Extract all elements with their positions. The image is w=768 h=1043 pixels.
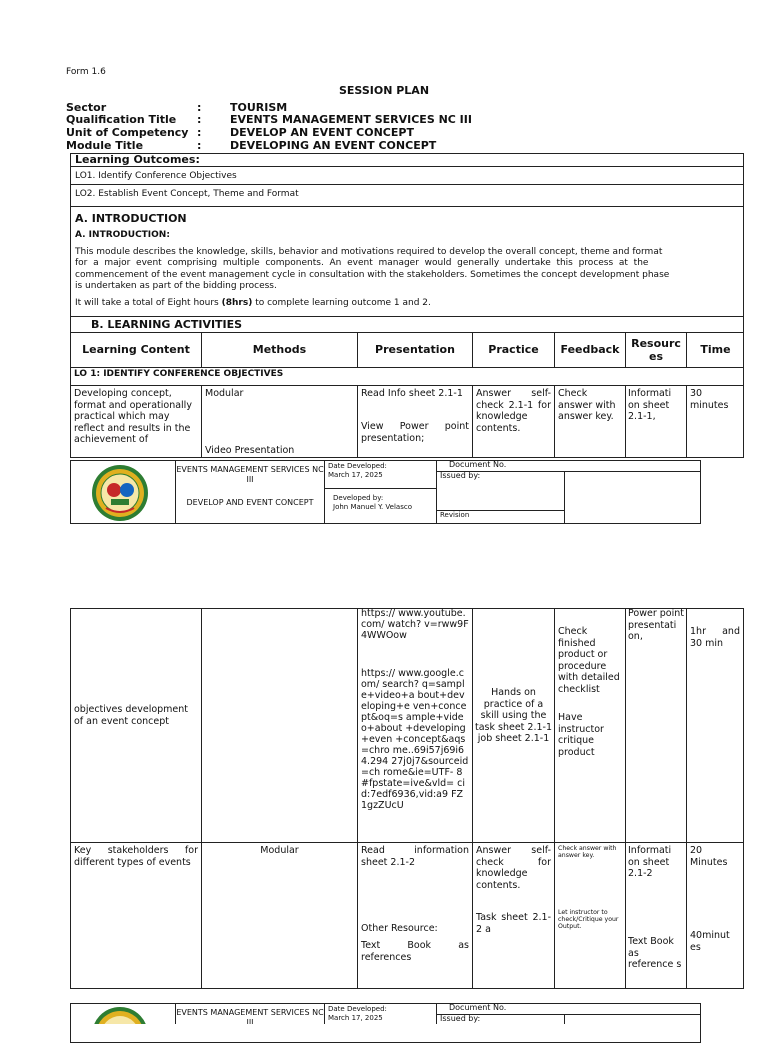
cell-presentation: Read Info sheet 2.1-1 xyxy=(361,388,463,399)
cell-feedback: Have instructor critique product xyxy=(558,712,604,758)
col-resources: Resourc es xyxy=(631,337,681,363)
cell-practice: Answer self-check 2.1-1 for knowledge contents. xyxy=(476,388,551,434)
cell-resources: Text Book as reference s xyxy=(628,936,682,970)
cell-method: Modular xyxy=(260,845,299,856)
cell-time: 30 minutes xyxy=(690,388,729,411)
learning-outcomes-heading: Learning Outcomes: xyxy=(75,153,200,166)
unit-value: DEVELOP AN EVENT CONCEPT xyxy=(230,126,414,139)
lo2-text: LO2. Establish Event Concept, Theme and Format xyxy=(75,189,299,199)
cell-feedback: Check finished product or procedure with detailed checklist xyxy=(558,626,620,695)
col-learning-content: Learning Content xyxy=(82,343,190,356)
intro-line: is undertaken as part of the bidding process. xyxy=(75,280,277,291)
footer-unit: DEVELOP AND EVENT CONCEPT xyxy=(186,498,314,507)
qualification-value: EVENTS MANAGEMENT SERVICES NC III xyxy=(230,113,472,126)
footer-revision: Revision xyxy=(440,511,470,519)
lo1-row-label: LO 1: IDENTIFY CONFERENCE OBJECTIVES xyxy=(74,369,284,379)
footer-date-label: Date Developed: xyxy=(328,462,387,470)
cell-content: objectives development of an event concept xyxy=(74,704,189,727)
footer-developer-value: John Manuel Y. Velasco xyxy=(333,503,412,511)
footer-document-no: Document No. xyxy=(449,1003,507,1012)
video-link[interactable]: https:// www.youtube.com/ watch? v=rww9F4WWOow xyxy=(361,608,469,641)
footer-issued-by: Issued by: xyxy=(440,1014,481,1023)
col-methods: Methods xyxy=(252,343,307,356)
hours-pre: It will take a total of Eight hours xyxy=(75,298,222,308)
cell-practice: Answer self-check for knowledge contents. xyxy=(476,845,551,891)
cell-method: Modular xyxy=(205,388,244,399)
search-link[interactable]: https:// www.google.com/ search? q=sample+video+a bout+developing+e ven+concept&oq=s ample+video+about +developing+even +concept&aqs=chro me..69i57j69i64.294 27j0j7&sourceid=ch rome&ie=UTF- 8#fpstate=ive&vld= cid:7edf6936,vid:a9 FZ1gzZUcU xyxy=(361,668,469,811)
cell-time: 20 Minutes xyxy=(690,845,728,868)
footer-date-label: Date Developed: xyxy=(328,1005,387,1013)
introduction-heading: A. INTRODUCTION xyxy=(75,212,187,225)
cell-resources: Power point presentati on, xyxy=(628,608,684,642)
footer-date-value: March 17, 2025 xyxy=(328,1014,383,1022)
cell-presentation: Text Book as references xyxy=(361,940,469,963)
lo1-text: LO1. Identify Conference Objectives xyxy=(75,171,237,181)
hours-post: to complete learning outcome 1 and 2. xyxy=(252,298,431,308)
cell-resources: Informati on sheet 2.1-2 xyxy=(628,845,672,879)
cell-content: Developing concept, format and operationally practical which may reflect and results in the achievement of xyxy=(74,388,192,445)
module-value: DEVELOPING AN EVENT CONCEPT xyxy=(230,139,437,152)
footer-issued-by: Issued by: xyxy=(440,471,481,480)
cell-feedback: Check answer with answer key. xyxy=(558,845,617,860)
cell-method: Video Presentation xyxy=(205,445,295,456)
cell-presentation: Other Resource: xyxy=(361,923,438,934)
col-presentation: Presentation xyxy=(375,343,455,356)
unit-label: Unit of Competency xyxy=(66,126,189,139)
cell-resources: Informati on sheet 2.1-1, xyxy=(628,388,672,422)
module-label: Module Title xyxy=(66,139,144,152)
colon: : xyxy=(197,101,202,114)
college-seal-icon xyxy=(91,464,149,522)
footer-qualification: EVENTS MANAGEMENT SERVICES NC III xyxy=(176,1008,324,1024)
introduction-paragraph xyxy=(75,247,740,292)
footer-developer-label: Developed by: xyxy=(333,494,384,502)
footer-document-no: Document No. xyxy=(449,460,507,469)
col-practice: Practice xyxy=(488,343,539,356)
hours-bold: (8hrs) xyxy=(221,298,253,308)
intro-line: This module describes the knowledge, skills, behavior and motivations required to develop the overall concept, theme and format xyxy=(75,247,663,257)
sector-label: Sector xyxy=(66,101,107,114)
cell-time: 40minut es xyxy=(690,930,730,953)
page-title: SESSION PLAN xyxy=(338,84,430,97)
col-feedback: Feedback xyxy=(560,343,620,356)
form-label: Form 1.6 xyxy=(66,67,106,77)
cell-presentation: Read information sheet 2.1-2 xyxy=(361,845,469,868)
learning-activities-heading: B. LEARNING ACTIVITIES xyxy=(91,318,243,331)
cell-content: Key stakeholders for different types of events xyxy=(74,845,198,868)
footer-qualification: EVENTS MANAGEMENT SERVICES NC III xyxy=(176,465,324,484)
col-time: Time xyxy=(700,343,731,356)
colon: : xyxy=(197,139,202,152)
intro-line: commencement of the event management cycle in consultation with the stakeholders. Sometimes the concept development phase xyxy=(75,269,670,280)
cell-feedback: Check answer with answer key. xyxy=(558,388,616,422)
hours-note xyxy=(75,298,431,309)
cell-practice: Task sheet 2.1-2 a xyxy=(476,912,551,935)
college-seal-icon xyxy=(91,1006,149,1024)
sector-value: TOURISM xyxy=(230,101,288,114)
qualification-label: Qualification Title xyxy=(66,113,177,126)
cell-feedback: Let instructor to check/Critique your Output. xyxy=(558,909,619,931)
footer-date-value: March 17, 2025 xyxy=(328,471,383,479)
colon: : xyxy=(197,126,202,139)
cell-presentation: View Power point presentation; xyxy=(361,421,469,444)
colon: : xyxy=(197,113,202,126)
cell-time: 1hr and 30 min xyxy=(690,626,740,649)
intro-line: for a major event comprising multiple components. An event manager would generally undertake this process at the xyxy=(75,258,649,269)
cell-practice: Hands on practice of a skill using the task sheet 2.1-1 job sheet 2.1-1 xyxy=(475,687,553,744)
introduction-subheading: A. INTRODUCTION: xyxy=(75,230,170,240)
